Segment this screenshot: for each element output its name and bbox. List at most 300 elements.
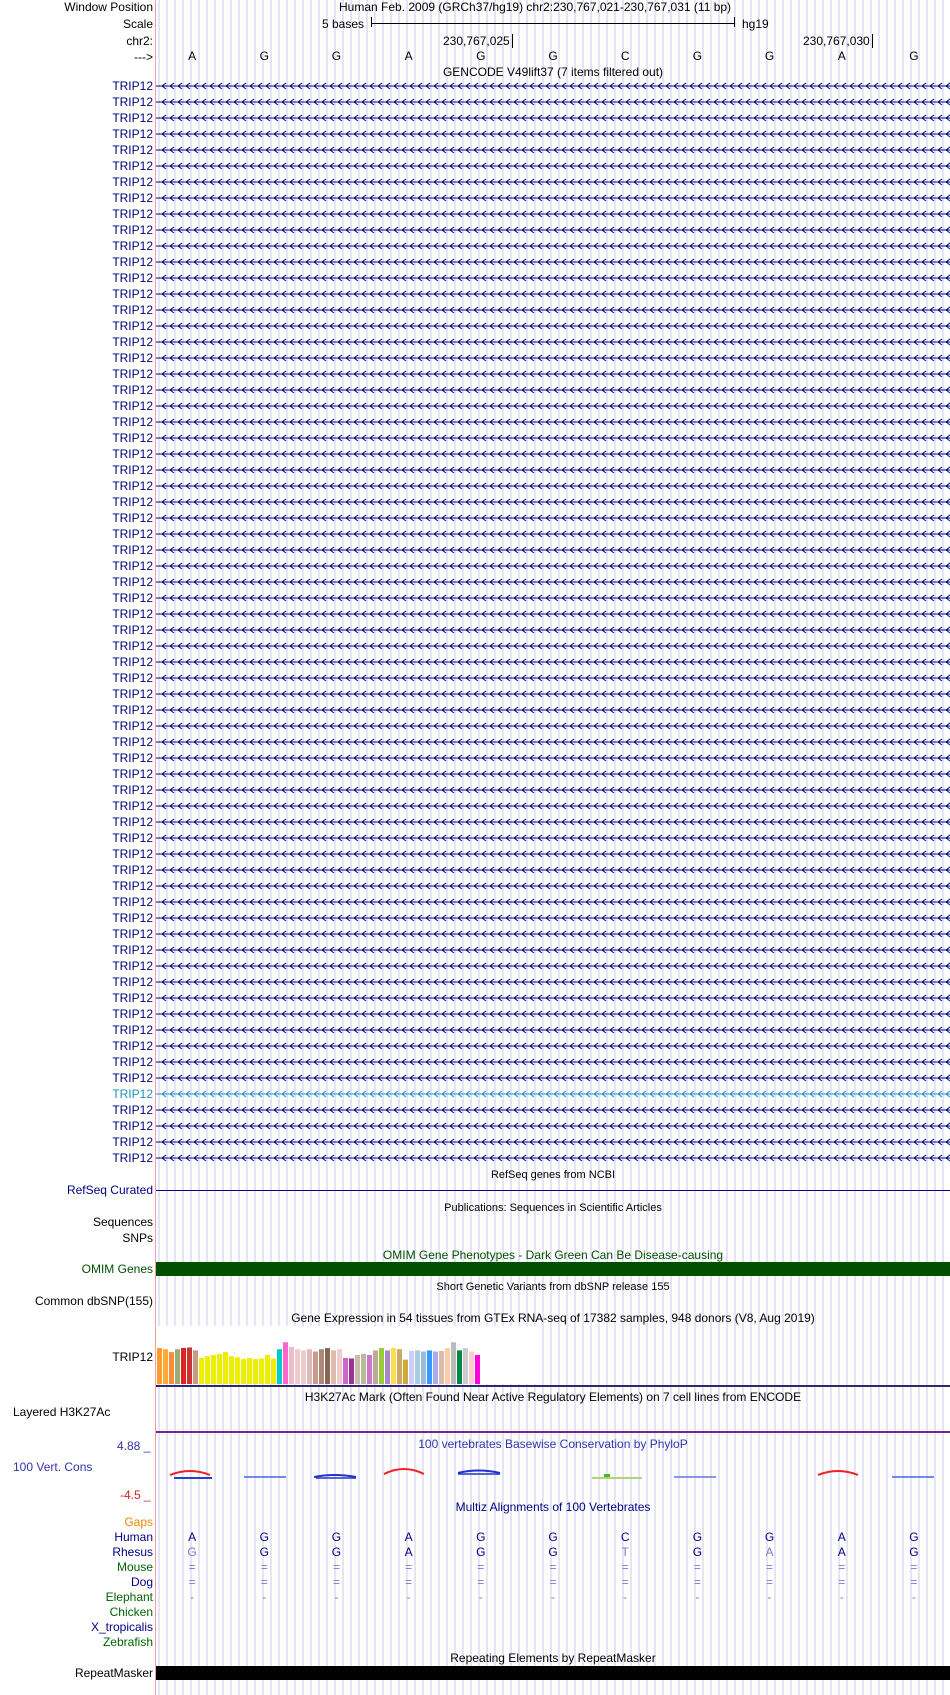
gencode-transcript-feature[interactable] bbox=[156, 1008, 950, 1020]
publications-title: Publications: Sequences in Scientific Articles bbox=[444, 1202, 662, 1214]
gtex-title: Gene Expression in 54 tissues from GTEx RNA-seq of 17382 samples, 948 donors (V8, Aug 2019) bbox=[291, 1311, 815, 1325]
gencode-transcript-feature[interactable] bbox=[156, 1104, 950, 1116]
repeatmasker-feature[interactable] bbox=[156, 1666, 950, 1680]
gencode-transcript-feature[interactable] bbox=[156, 1136, 950, 1148]
sequence-base: G bbox=[331, 49, 342, 63]
multiz-aligned-base: = bbox=[838, 1560, 846, 1574]
gencode-transcript-feature[interactable] bbox=[156, 656, 950, 668]
gencode-transcript-feature[interactable] bbox=[156, 592, 950, 604]
gencode-transcript-label[interactable]: TRIP12 bbox=[112, 351, 153, 365]
gencode-transcript-feature[interactable] bbox=[156, 96, 950, 108]
phylop-label[interactable]: 100 Vert. Cons bbox=[13, 1460, 93, 1474]
multiz-aligned-base: - bbox=[406, 1590, 411, 1604]
repeatmasker-label[interactable]: RepeatMasker bbox=[74, 1666, 153, 1680]
gtex-tissue-bar bbox=[463, 1348, 468, 1384]
multiz-aligned-base: G bbox=[259, 1545, 269, 1559]
gencode-transcript-label[interactable]: TRIP12 bbox=[112, 159, 153, 173]
gencode-transcript-label[interactable]: TRIP12 bbox=[112, 1039, 153, 1053]
gencode-transcript-feature[interactable] bbox=[156, 192, 950, 204]
gencode-transcript-label[interactable]: TRIP12 bbox=[112, 783, 153, 797]
multiz-aligned-base: G bbox=[187, 1545, 197, 1559]
gencode-transcript-label[interactable]: TRIP12 bbox=[112, 559, 153, 573]
gencode-transcript-label[interactable]: TRIP12 bbox=[112, 767, 153, 781]
gencode-transcript-feature[interactable] bbox=[156, 944, 950, 956]
gencode-transcript-label[interactable]: TRIP12 bbox=[112, 879, 153, 893]
gtex-tissue-bar bbox=[229, 1356, 234, 1384]
sequence-base: A bbox=[188, 49, 197, 63]
gencode-transcript-feature[interactable] bbox=[156, 928, 950, 940]
gencode-transcript-feature[interactable] bbox=[156, 352, 950, 364]
gencode-transcript-label[interactable]: TRIP12 bbox=[112, 607, 153, 621]
gtex-tissue-bar bbox=[223, 1352, 228, 1384]
multiz-aligned-base: - bbox=[190, 1590, 195, 1604]
gencode-transcript-label[interactable]: TRIP12 bbox=[112, 95, 153, 109]
gencode-transcript-feature[interactable] bbox=[156, 880, 950, 892]
gtex-tissue-bar bbox=[355, 1355, 360, 1384]
gtex-tissue-bar bbox=[181, 1348, 186, 1384]
gencode-transcript-feature[interactable] bbox=[156, 560, 950, 572]
gencode-transcript-feature[interactable] bbox=[156, 800, 950, 812]
multiz-aligned-base: = bbox=[188, 1575, 196, 1589]
multiz-aligned-base: A bbox=[837, 1545, 846, 1559]
gencode-transcript-feature[interactable] bbox=[156, 480, 950, 492]
gencode-transcript-feature[interactable] bbox=[156, 768, 950, 780]
gencode-transcript-label[interactable]: TRIP12 bbox=[112, 575, 153, 589]
sequence-base: C bbox=[620, 49, 630, 63]
gencode-transcript-label[interactable]: TRIP12 bbox=[112, 671, 153, 685]
gencode-transcript-label[interactable]: TRIP12 bbox=[112, 463, 153, 477]
gencode-transcript-label[interactable]: TRIP12 bbox=[112, 79, 153, 93]
gencode-transcript-feature[interactable] bbox=[156, 624, 950, 636]
gencode-transcript-label[interactable]: TRIP12 bbox=[112, 1103, 153, 1117]
multiz-aligned-base: = bbox=[766, 1560, 774, 1574]
gencode-transcript-label[interactable]: TRIP12 bbox=[112, 415, 153, 429]
gencode-transcript-label[interactable]: TRIP12 bbox=[112, 703, 153, 717]
multiz-aligned-base: G bbox=[909, 1545, 919, 1559]
gtex-tissue-bar bbox=[415, 1350, 420, 1384]
multiz-aligned-base: G bbox=[764, 1530, 775, 1544]
gencode-transcript-label[interactable]: TRIP12 bbox=[112, 111, 153, 125]
gencode-transcript-feature[interactable] bbox=[156, 384, 950, 396]
multiz-aligned-base: = bbox=[621, 1575, 629, 1589]
gtex-tissue-bar bbox=[373, 1350, 378, 1384]
gtex-tissue-bar bbox=[199, 1358, 204, 1384]
gencode-transcript-feature[interactable] bbox=[156, 640, 950, 652]
gencode-transcript-label[interactable]: TRIP12 bbox=[112, 1151, 153, 1165]
gencode-transcript-feature[interactable] bbox=[156, 976, 950, 988]
gtex-tissue-bar bbox=[367, 1355, 372, 1384]
multiz-species-label[interactable]: Gaps bbox=[124, 1515, 153, 1529]
multiz-aligned-base: = bbox=[332, 1560, 340, 1574]
gencode-transcript-feature[interactable] bbox=[156, 992, 950, 1004]
gtex-tissue-bar bbox=[403, 1360, 408, 1384]
refseq-label[interactable]: RefSeq Curated bbox=[66, 1183, 153, 1197]
gencode-transcript-label[interactable]: TRIP12 bbox=[112, 911, 153, 925]
gencode-transcript-feature[interactable] bbox=[156, 128, 950, 140]
gencode-transcript-label[interactable]: TRIP12 bbox=[112, 127, 153, 141]
gencode-transcript-feature[interactable] bbox=[156, 752, 950, 764]
gencode-transcript-feature[interactable] bbox=[156, 1120, 950, 1132]
gencode-title: GENCODE V49lift37 (7 items filtered out) bbox=[442, 65, 664, 79]
scale-db: hg19 bbox=[742, 17, 769, 31]
multiz-aligned-base: - bbox=[478, 1590, 483, 1604]
gencode-transcript-label[interactable]: TRIP12 bbox=[112, 399, 153, 413]
gtex-tissue-bar bbox=[193, 1350, 198, 1384]
multiz-species-label[interactable]: Zebrafish bbox=[102, 1635, 153, 1649]
gencode-transcript-feature[interactable] bbox=[156, 544, 950, 556]
gencode-transcript-label[interactable]: TRIP12 bbox=[112, 383, 153, 397]
gencode-transcript-label[interactable]: TRIP12 bbox=[112, 495, 153, 509]
gencode-transcript-feature[interactable] bbox=[156, 368, 950, 380]
sequence-base: G bbox=[692, 49, 703, 63]
gencode-transcript-label[interactable]: TRIP12 bbox=[112, 927, 153, 941]
gtex-tissue-bar bbox=[259, 1358, 264, 1384]
gencode-transcript-label[interactable]: TRIP12 bbox=[112, 591, 153, 605]
omim-title: OMIM Gene Phenotypes - Dark Green Can Be Disease-causing bbox=[382, 1248, 724, 1262]
position-label-1: 230,767,025 bbox=[443, 34, 513, 48]
gencode-transcript-label[interactable]: TRIP12 bbox=[112, 815, 153, 829]
multiz-species-label[interactable]: Mouse bbox=[116, 1560, 153, 1574]
gencode-transcript-feature[interactable] bbox=[156, 320, 950, 332]
sequence-base: G bbox=[764, 49, 775, 63]
gencode-transcript-feature[interactable] bbox=[156, 608, 950, 620]
multiz-aligned-base: = bbox=[549, 1560, 557, 1574]
phylop-max-label: 4.88 _ bbox=[117, 1439, 151, 1453]
multiz-aligned-base: G bbox=[548, 1530, 558, 1544]
gencode-transcript-label[interactable]: TRIP12 bbox=[112, 175, 153, 189]
gencode-transcript-label[interactable]: TRIP12 bbox=[112, 303, 153, 317]
multiz-aligned-base: G bbox=[476, 1545, 486, 1559]
repeatmasker-title: Repeating Elements by RepeatMasker bbox=[450, 1651, 656, 1665]
gencode-transcript-feature[interactable] bbox=[156, 912, 950, 924]
gencode-transcript-label[interactable]: TRIP12 bbox=[112, 431, 153, 445]
gencode-transcript-feature[interactable] bbox=[156, 704, 950, 716]
multiz-aligned-base: = bbox=[549, 1575, 557, 1589]
gtex-tissue-bar bbox=[349, 1358, 354, 1384]
refseq-feature[interactable] bbox=[156, 1190, 950, 1191]
gencode-transcript-label[interactable]: TRIP12 bbox=[112, 239, 153, 253]
multiz-aligned-base: T bbox=[621, 1545, 629, 1559]
gencode-transcript-label[interactable]: TRIP12 bbox=[112, 831, 153, 845]
gtex-tissue-bar bbox=[475, 1355, 480, 1384]
h3k27ac-signal[interactable] bbox=[156, 1431, 950, 1433]
gtex-label[interactable]: TRIP12 bbox=[112, 1350, 153, 1364]
multiz-aligned-base: G bbox=[476, 1530, 486, 1544]
gencode-transcript-feature[interactable] bbox=[156, 432, 950, 444]
gencode-transcript-label[interactable]: TRIP12 bbox=[112, 319, 153, 333]
multiz-aligned-base: = bbox=[838, 1575, 846, 1589]
gencode-transcript-feature[interactable] bbox=[156, 672, 950, 684]
gencode-transcript-feature[interactable] bbox=[156, 736, 950, 748]
gencode-transcript-label[interactable]: TRIP12 bbox=[112, 719, 153, 733]
gencode-transcript-label[interactable]: TRIP12 bbox=[112, 527, 153, 541]
multiz-aligned-base: G bbox=[548, 1545, 558, 1559]
multiz-aligned-base: - bbox=[623, 1590, 628, 1604]
gtex-tissue-bar bbox=[187, 1347, 192, 1384]
gtex-tissue-bar bbox=[241, 1359, 246, 1384]
gencode-transcript-feature[interactable] bbox=[156, 80, 950, 92]
gencode-transcript-label[interactable]: TRIP12 bbox=[112, 255, 153, 269]
multiz-aligned-base: - bbox=[911, 1590, 916, 1604]
gencode-transcript-feature[interactable] bbox=[156, 832, 950, 844]
gencode-transcript-feature[interactable] bbox=[156, 1024, 950, 1036]
gencode-transcript-label[interactable]: TRIP12 bbox=[112, 191, 153, 205]
gencode-transcript-label[interactable]: TRIP12 bbox=[112, 799, 153, 813]
multiz-aligned-base: - bbox=[695, 1590, 700, 1604]
gencode-transcript-feature[interactable] bbox=[156, 160, 950, 172]
gencode-transcript-feature[interactable] bbox=[156, 208, 950, 220]
gencode-transcript-label[interactable]: TRIP12 bbox=[112, 479, 153, 493]
gtex-tissue-bar bbox=[175, 1349, 180, 1384]
gtex-tissue-bar bbox=[277, 1349, 282, 1384]
gtex-tissue-bar bbox=[307, 1349, 312, 1384]
gencode-transcript-feature[interactable] bbox=[156, 112, 950, 124]
gtex-tissue-bar bbox=[451, 1342, 456, 1384]
gtex-tissue-bar bbox=[391, 1348, 396, 1384]
gencode-transcript-feature[interactable] bbox=[156, 896, 950, 908]
gencode-transcript-feature[interactable] bbox=[156, 288, 950, 300]
gencode-transcript-feature[interactable] bbox=[156, 336, 950, 348]
gencode-transcript-label[interactable]: TRIP12 bbox=[112, 143, 153, 157]
scale-text: 5 bases bbox=[322, 17, 365, 31]
multiz-aligned-base: = bbox=[477, 1560, 485, 1574]
gencode-transcript-feature[interactable] bbox=[156, 816, 950, 828]
multiz-aligned-base: = bbox=[405, 1560, 413, 1574]
refseq-title: RefSeq genes from NCBI bbox=[490, 1169, 616, 1181]
gencode-transcript-label[interactable]: TRIP12 bbox=[112, 991, 153, 1005]
gencode-transcript-label[interactable]: TRIP12 bbox=[112, 735, 153, 749]
multiz-species-label[interactable]: Rhesus bbox=[112, 1545, 153, 1559]
gtex-tissue-bar bbox=[331, 1350, 336, 1384]
gencode-transcript-feature[interactable] bbox=[156, 464, 950, 476]
gtex-tissue-bar bbox=[343, 1358, 348, 1384]
dbsnp-label[interactable]: Common dbSNP(155) bbox=[34, 1294, 153, 1308]
multiz-aligned-base: A bbox=[188, 1530, 197, 1544]
multiz-species-label[interactable]: X_tropicalis bbox=[90, 1620, 153, 1634]
multiz-aligned-base: = bbox=[693, 1560, 701, 1574]
gencode-transcript-label[interactable]: TRIP12 bbox=[112, 847, 153, 861]
sequence-base: G bbox=[259, 49, 269, 63]
gencode-transcript-label[interactable]: TRIP12 bbox=[112, 367, 153, 381]
strand-label: ---> bbox=[134, 50, 153, 64]
multiz-aligned-base: = bbox=[621, 1560, 629, 1574]
gtex-tissue-bar bbox=[337, 1349, 342, 1384]
multiz-aligned-base: - bbox=[262, 1590, 267, 1604]
phylop-chart[interactable] bbox=[156, 1440, 950, 1500]
gencode-transcript-label[interactable]: TRIP12 bbox=[112, 639, 153, 653]
publications-snps-label[interactable]: SNPs bbox=[122, 1231, 153, 1245]
sequence-base: G bbox=[548, 49, 558, 63]
multiz-species-label[interactable]: Dog bbox=[130, 1575, 153, 1589]
omim-label[interactable]: OMIM Genes bbox=[81, 1262, 153, 1276]
gencode-transcript-feature[interactable] bbox=[156, 1152, 950, 1164]
gencode-transcript-label[interactable]: TRIP12 bbox=[112, 959, 153, 973]
gencode-transcript-label[interactable]: TRIP12 bbox=[112, 975, 153, 989]
gtex-tissue-bar bbox=[457, 1350, 462, 1384]
gencode-transcript-feature[interactable] bbox=[156, 512, 950, 524]
gencode-transcript-label[interactable]: TRIP12 bbox=[112, 271, 153, 285]
gencode-transcript-label[interactable]: TRIP12 bbox=[112, 623, 153, 637]
gencode-transcript-label[interactable]: TRIP12 bbox=[112, 1007, 153, 1021]
gencode-transcript-label[interactable]: TRIP12 bbox=[112, 335, 153, 349]
multiz-aligned-base: A bbox=[404, 1530, 413, 1544]
gencode-transcript-label[interactable]: TRIP12 bbox=[112, 1119, 153, 1133]
gencode-transcript-feature[interactable] bbox=[156, 256, 950, 268]
gencode-transcript-feature[interactable] bbox=[156, 272, 950, 284]
sequence-base: A bbox=[837, 49, 846, 63]
sequence-base: G bbox=[476, 49, 486, 63]
position-label-2: 230,767,030 bbox=[803, 34, 873, 48]
h3k27ac-title: H3K27Ac Mark (Often Found Near Active Regulatory Elements) on 7 cell lines from ENCODE bbox=[304, 1390, 802, 1404]
gtex-tissue-bar bbox=[253, 1359, 258, 1384]
gencode-transcript-feature[interactable] bbox=[156, 528, 950, 540]
gtex-tissue-bar bbox=[247, 1358, 252, 1384]
multiz-aligned-base: G bbox=[692, 1530, 703, 1544]
publications-sequences-label[interactable]: Sequences bbox=[92, 1215, 153, 1229]
gtex-tissue-bar bbox=[313, 1352, 318, 1384]
gencode-transcript-label[interactable]: TRIP12 bbox=[112, 1071, 153, 1085]
gencode-transcript-label[interactable]: TRIP12 bbox=[112, 207, 153, 221]
gencode-transcript-feature[interactable] bbox=[156, 400, 950, 412]
multiz-aligned-base: A bbox=[404, 1545, 413, 1559]
multiz-species-label[interactable]: Elephant bbox=[105, 1590, 153, 1604]
gencode-transcript-feature[interactable] bbox=[156, 144, 950, 156]
gtex-tissue-bar bbox=[163, 1349, 168, 1384]
gtex-tissue-bar bbox=[169, 1352, 174, 1384]
gencode-transcript-label[interactable]: TRIP12 bbox=[112, 863, 153, 877]
gtex-baseline bbox=[156, 1385, 950, 1387]
multiz-aligned-base: = bbox=[766, 1575, 774, 1589]
gencode-transcript-feature[interactable] bbox=[156, 576, 950, 588]
phylop-title: 100 vertebrates Basewise Conservation by PhyloP bbox=[418, 1437, 688, 1451]
omim-feature[interactable] bbox=[156, 1262, 950, 1276]
gtex-tissue-bar bbox=[271, 1358, 276, 1384]
multiz-aligned-base: = bbox=[260, 1560, 268, 1574]
gencode-transcript-label[interactable]: TRIP12 bbox=[112, 943, 153, 957]
gtex-tissue-bar bbox=[361, 1354, 366, 1384]
gtex-tissue-bar bbox=[319, 1349, 324, 1384]
gencode-transcript-label[interactable]: TRIP12 bbox=[112, 543, 153, 557]
gtex-tissue-bar bbox=[433, 1352, 438, 1384]
gencode-transcript-label[interactable]: TRIP12 bbox=[112, 687, 153, 701]
gencode-transcript-label[interactable]: TRIP12 bbox=[112, 751, 153, 765]
multiz-aligned-base: = bbox=[332, 1575, 340, 1589]
gencode-transcript-label[interactable]: TRIP12 bbox=[112, 1087, 153, 1101]
gtex-tissue-bar bbox=[325, 1348, 330, 1384]
sequence-base: A bbox=[404, 49, 413, 63]
multiz-aligned-base: G bbox=[909, 1530, 919, 1544]
multiz-species-label[interactable]: Human bbox=[114, 1530, 153, 1544]
gtex-tissue-bar bbox=[265, 1355, 270, 1384]
multiz-aligned-base: = bbox=[188, 1560, 196, 1574]
gtex-tissue-bar bbox=[421, 1352, 426, 1384]
multiz-aligned-base: - bbox=[839, 1590, 844, 1604]
gencode-transcript-label[interactable]: TRIP12 bbox=[112, 287, 153, 301]
gencode-transcript-label[interactable]: TRIP12 bbox=[112, 447, 153, 461]
sequence-base: G bbox=[909, 49, 919, 63]
multiz-aligned-base: G bbox=[331, 1545, 342, 1559]
gencode-transcript-feature[interactable] bbox=[156, 240, 950, 252]
gtex-tissue-bar bbox=[409, 1351, 414, 1384]
gtex-tissue-bar bbox=[289, 1347, 294, 1384]
multiz-aligned-base: - bbox=[551, 1590, 555, 1604]
gencode-transcript-feature[interactable] bbox=[156, 848, 950, 860]
gtex-tissue-bar bbox=[469, 1352, 474, 1384]
gencode-transcript-feature[interactable] bbox=[156, 784, 950, 796]
gencode-transcript-feature[interactable] bbox=[156, 1088, 950, 1100]
gtex-tissue-bar bbox=[379, 1348, 384, 1384]
gencode-transcript-feature[interactable] bbox=[156, 1072, 950, 1084]
scale-bar bbox=[371, 17, 735, 27]
gencode-transcript-feature[interactable] bbox=[156, 1056, 950, 1068]
gencode-transcript-feature[interactable] bbox=[156, 688, 950, 700]
gencode-transcript-feature[interactable] bbox=[156, 1040, 950, 1052]
multiz-title: Multiz Alignments of 100 Vertebrates bbox=[455, 1500, 651, 1514]
gtex-tissue-bar bbox=[283, 1342, 288, 1384]
gencode-transcript-label[interactable]: TRIP12 bbox=[112, 511, 153, 525]
gtex-tissue-bar bbox=[385, 1350, 390, 1384]
multiz-aligned-base: = bbox=[910, 1575, 918, 1589]
gencode-transcript-feature[interactable] bbox=[156, 720, 950, 732]
multiz-aligned-base: = bbox=[910, 1560, 918, 1574]
gtex-tissue-bar bbox=[211, 1355, 216, 1384]
chrom-label: chr2: bbox=[126, 34, 153, 48]
multiz-aligned-base: G bbox=[331, 1530, 342, 1544]
dbsnp-title: Short Genetic Variants from dbSNP release 155 bbox=[436, 1281, 670, 1293]
assembly-position: Human Feb. 2009 (GRCh37/hg19) chr2:230,767,021-230,767,031 (11 bp) bbox=[339, 0, 732, 14]
gtex-tissue-bar bbox=[301, 1350, 306, 1384]
gencode-transcript-feature[interactable] bbox=[156, 224, 950, 236]
multiz-aligned-base: - bbox=[334, 1590, 339, 1604]
gtex-tissue-bar bbox=[157, 1348, 162, 1384]
multiz-species-label[interactable]: Chicken bbox=[109, 1605, 153, 1619]
gtex-tissue-bar bbox=[397, 1349, 402, 1384]
gencode-transcript-feature[interactable] bbox=[156, 176, 950, 188]
gencode-transcript-label[interactable]: TRIP12 bbox=[112, 895, 153, 909]
multiz-aligned-base: C bbox=[620, 1530, 630, 1544]
gtex-tissue-bar bbox=[217, 1354, 222, 1384]
multiz-aligned-base: G bbox=[259, 1530, 269, 1544]
gencode-transcript-label[interactable]: TRIP12 bbox=[112, 1023, 153, 1037]
gencode-transcript-label[interactable]: TRIP12 bbox=[112, 1135, 153, 1149]
h3k27ac-label[interactable]: Layered H3K27Ac bbox=[13, 1405, 111, 1419]
gencode-transcript-label[interactable]: TRIP12 bbox=[112, 655, 153, 669]
gtex-tissue-bar bbox=[205, 1356, 210, 1384]
multiz-aligned-base: = bbox=[477, 1575, 485, 1589]
gencode-transcript-feature[interactable] bbox=[156, 496, 950, 508]
gtex-tissue-bar bbox=[427, 1350, 432, 1384]
gencode-transcript-feature[interactable] bbox=[156, 864, 950, 876]
gtex-chart[interactable] bbox=[156, 1326, 536, 1384]
gencode-transcript-label[interactable]: TRIP12 bbox=[112, 1055, 153, 1069]
gencode-transcript-feature[interactable] bbox=[156, 304, 950, 316]
gencode-transcript-label[interactable]: TRIP12 bbox=[112, 223, 153, 237]
gtex-tissue-bar bbox=[235, 1357, 240, 1384]
multiz-aligned-base: - bbox=[767, 1590, 772, 1604]
gencode-transcript-feature[interactable] bbox=[156, 960, 950, 972]
gencode-transcript-feature[interactable] bbox=[156, 448, 950, 460]
multiz-aligned-base: = bbox=[405, 1575, 413, 1589]
gencode-transcript-feature[interactable] bbox=[156, 416, 950, 428]
gtex-tissue-bar bbox=[439, 1351, 444, 1384]
window-position-label: Window Position bbox=[64, 0, 153, 14]
multiz-aligned-base: G bbox=[692, 1545, 703, 1559]
multiz-aligned-base: A bbox=[837, 1530, 846, 1544]
gtex-tissue-bar bbox=[295, 1349, 300, 1384]
multiz-aligned-base: = bbox=[693, 1575, 701, 1589]
scale-label: Scale bbox=[122, 17, 153, 31]
multiz-aligned-base: = bbox=[260, 1575, 268, 1589]
